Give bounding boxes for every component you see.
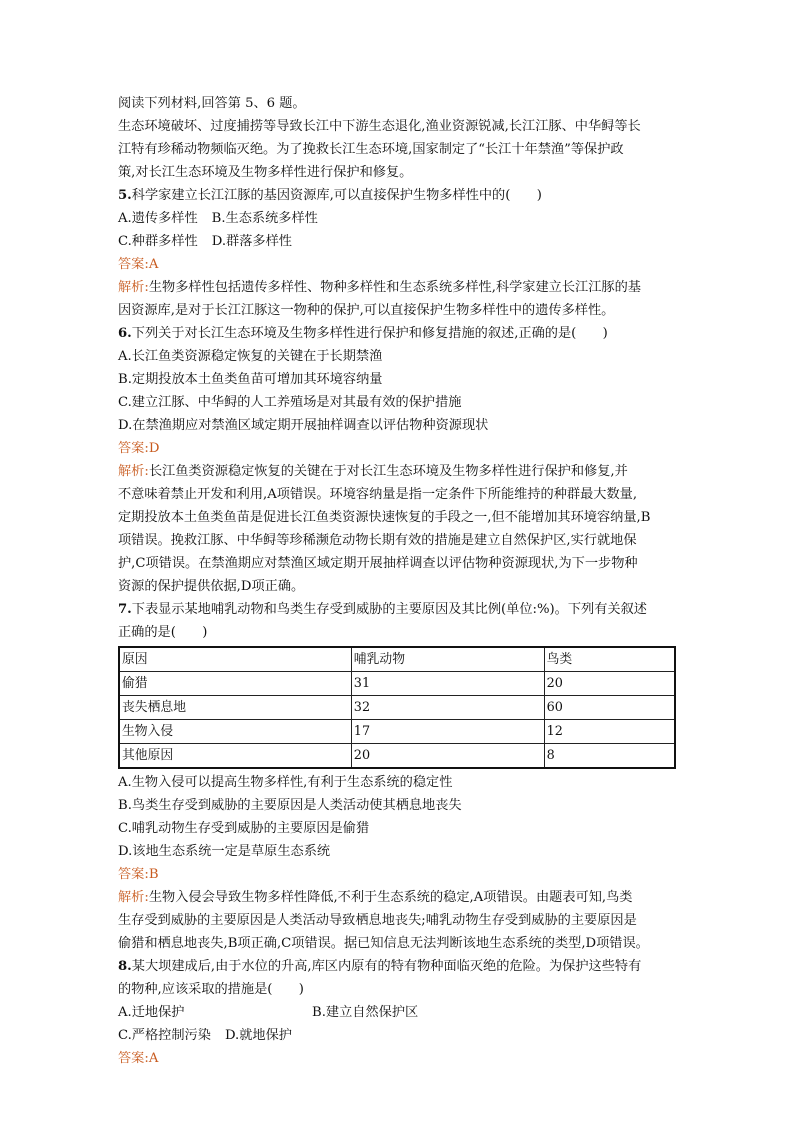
option-b: B.生态系统多样性 — [211, 211, 318, 226]
option-b: B.鸟类生存受到威胁的主要原因是人类活动使其栖息地丧失 — [118, 798, 462, 813]
table-cell: 丧失栖息地 — [119, 696, 351, 720]
question-6-explanation: 资源的保护提供依据,D项正确。 — [118, 579, 305, 594]
option-d: D.在禁渔期应对禁渔区域定期开展抽样调查以评估物种资源现状 — [118, 418, 489, 433]
intro-text: 阅读下列材料,回答第 5、6 题。 — [118, 96, 306, 111]
option-d: D.群落多样性 — [211, 234, 292, 249]
question-6-explanation: 定期投放本土鱼类鱼苗是促进长江鱼类资源快速恢复的手段之一,但不能增加其环境容纳量,B — [118, 510, 651, 525]
table-cell: 8 — [544, 744, 675, 769]
threat-table — [118, 646, 676, 769]
document-page — [118, 92, 678, 1070]
question-5-explanation: 解析:生物多样性包括遗传多样性、物种多样性和生态系统多样性,科学家建立长江江豚的基 — [118, 280, 641, 295]
question-number: 5. — [118, 188, 132, 203]
question-5-options — [118, 230, 678, 253]
question-7-explanation: 偷猎和栖息地丧失,B项正确,C项错误。据已知信息无法判断该地生态系统的类型,D项错误。 — [118, 936, 649, 951]
table-cell: 20 — [351, 744, 544, 769]
material-line: 生态环境破坏、过度捕捞等导致长江中下游生态退化,渔业资源锐减,长江江豚、中华鲟等长 — [118, 119, 641, 134]
table-cell: 17 — [351, 720, 544, 744]
question-6-explanation: 项错误。挽救江豚、中华鲟等珍稀濒危动物长期有效的措施是建立自然保护区,实行就地保 — [118, 533, 637, 548]
option-a: A.遗传多样性 — [118, 211, 198, 226]
table-cell: 生物入侵 — [119, 720, 351, 744]
question-8-stem: 的物种,应该采取的措施是( ) — [118, 982, 304, 997]
material-line: 江特有珍稀动物频临灭绝。为了挽救长江生态环境,国家制定了“长江十年禁渔”等保护政 — [118, 142, 624, 157]
option-d: D.该地生态系统一定是草原生态系统 — [118, 844, 331, 859]
option-c: C.严格控制污染 — [118, 1028, 211, 1043]
table-cell: 60 — [544, 696, 675, 720]
question-7-explanation: 解析:生物入侵会导致生物多样性降低,不利于生态系统的稳定,A项错误。由题表可知,鸟类 — [118, 890, 633, 905]
table-header-row — [119, 647, 675, 672]
table-cell: 其他原因 — [119, 744, 351, 769]
option-a: A.生物入侵可以提高生物多样性,有利于生态系统的稳定性 — [118, 775, 453, 790]
question-number: 6. — [118, 326, 132, 341]
table-row — [119, 672, 675, 696]
table-header-cell: 哺乳动物 — [351, 647, 544, 672]
table-cell: 32 — [351, 696, 544, 720]
option-b: B.定期投放本土鱼类鱼苗可增加其环境容纳量 — [118, 372, 383, 387]
table-row — [119, 720, 675, 744]
table-cell: 31 — [351, 672, 544, 696]
table-row — [119, 696, 675, 720]
table-cell: 偷猎 — [119, 672, 351, 696]
option-c: C.哺乳动物生存受到威胁的主要原因是偷猎 — [118, 821, 370, 836]
option-c: C.建立江豚、中华鲟的人工养殖场是对其最有效的保护措施 — [118, 395, 462, 410]
question-5-stem: 5.科学家建立长江江豚的基因资源库,可以直接保护生物多样性中的( ) — [118, 188, 542, 203]
question-7-answer: 答案:B — [118, 867, 159, 882]
table-header-cell: 原因 — [119, 647, 351, 672]
question-8-stem: 8.某大坝建成后,由于水位的升高,库区内原有的特有物种面临灭绝的危险。为保护这些特有 — [118, 959, 642, 974]
question-6-explanation: 解析:长江鱼类资源稳定恢复的关键在于对长江生态环境及生物多样性进行保护和修复,并 — [118, 464, 628, 479]
option-b: B.建立自然保护区 — [312, 1005, 419, 1020]
table-header-cell: 鸟类 — [544, 647, 675, 672]
question-number: 7. — [118, 602, 132, 617]
question-7-stem: 7.下表显示某地哺乳动物和鸟类生存受到威胁的主要原因及其比例(单位:%)。下列有关叙述 — [118, 602, 647, 617]
question-6-explanation: 不意味着禁止开发和利用,A项错误。环境容纳量是指一定条件下所能维持的种群最大数量, — [118, 487, 638, 502]
material-line: 策,对长江生态环境及生物多样性进行保护和修复。 — [118, 165, 413, 180]
table-row — [119, 744, 675, 769]
option-a: A.迁地保护 — [118, 1005, 185, 1020]
question-6-explanation: 护,C项错误。在禁渔期应对禁渔区域定期开展抽样调查以评估物种资源现状,为下一步物种 — [118, 556, 638, 571]
question-5-explanation: 因资源库,是对于长江江豚这一物种的保护,可以直接保护生物多样性中的遗传多样性。 — [118, 303, 615, 318]
option-c: C.种群多样性 — [118, 234, 198, 249]
question-number: 8. — [118, 959, 132, 974]
table-cell: 20 — [544, 672, 675, 696]
table-cell: 12 — [544, 720, 675, 744]
question-5-answer: 答案:A — [118, 257, 159, 272]
question-8-options — [118, 1001, 678, 1024]
question-6-stem: 6.下列关于对长江生态环境及生物多样性进行保护和修复措施的叙述,正确的是( ) — [118, 326, 608, 341]
question-7-explanation: 生存受到威胁的主要原因是人类活动导致栖息地丧失;哺乳动物生存受到威胁的主要原因是 — [118, 913, 637, 928]
question-8-answer: 答案:A — [118, 1051, 159, 1066]
option-a: A.长江鱼类资源稳定恢复的关键在于长期禁渔 — [118, 349, 383, 364]
option-d: D.就地保护 — [224, 1028, 292, 1043]
question-7-stem: 正确的是( ) — [118, 625, 208, 640]
question-8-options — [118, 1024, 678, 1047]
question-6-answer: 答案:D — [118, 441, 160, 456]
question-5-options — [118, 207, 678, 230]
